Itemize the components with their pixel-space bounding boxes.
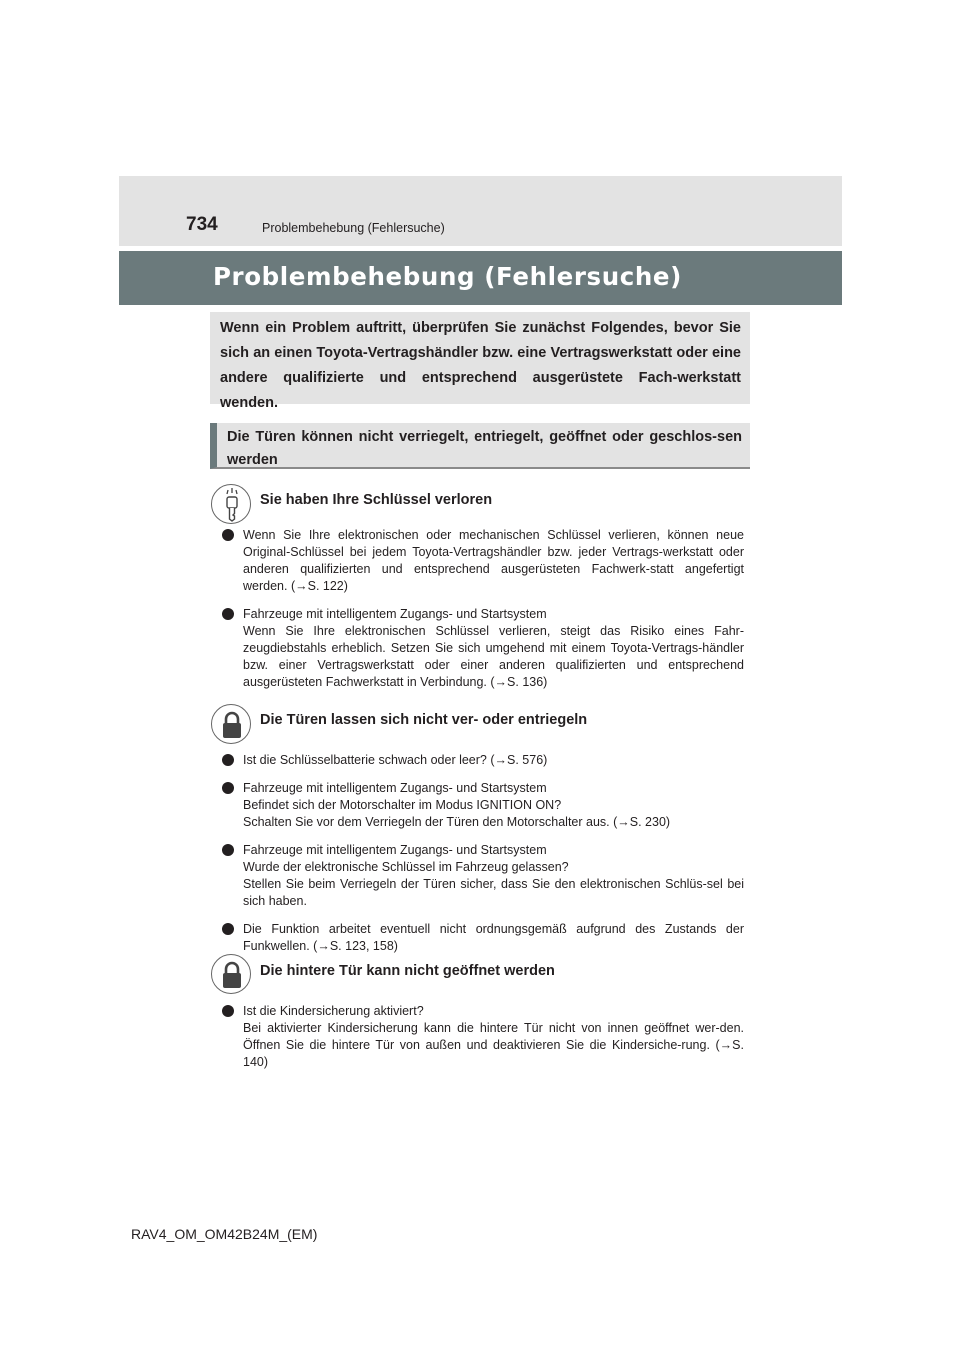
- bullet-dot: [222, 1005, 234, 1017]
- bullet-list-rear-door: [222, 1003, 744, 1071]
- lock-icon: [211, 954, 251, 994]
- subsection-heading-doors-lock: Die Türen lassen sich nicht ver- oder entriegeln: [260, 712, 588, 728]
- intro-box: [210, 312, 750, 411]
- bullet-dot: [222, 529, 234, 541]
- page-number: 734: [186, 214, 218, 235]
- bullet-list-doors-lock: [222, 752, 744, 955]
- bullet-dot: [222, 754, 234, 766]
- key-icon: [211, 484, 251, 524]
- bullet-dot: [222, 844, 234, 856]
- list-item: Fahrzeuge mit intelligentem Zugangs- und Startsystem Wurde der elektronische Schlüssel im Fahrzeug gelassen? Stellen Sie beim Verriegeln der Türen sicher, dass Sie den elektronischen Schlüs-sel bei sich haben.: [222, 842, 744, 910]
- subsection-heading-rear-door: Die hintere Tür kann nicht geöffnet werden: [260, 963, 555, 979]
- list-item: Wenn Sie Ihre elektronischen oder mechanischen Schlüssel verlieren, können neue Original-Schlüssel bei jedem Toyota-Vertragshändler bzw. jeder Vertrags-werkstatt oder anderen qualifizierten und entsprechend ausgerüsteten Fachwerk-statt angefertigt werden. (→S. 122): [222, 527, 744, 595]
- bullet-dot: [222, 608, 234, 620]
- lock-icon: [211, 704, 251, 744]
- section-heading: Die Türen können nicht verriegelt, entriegelt, geöffnet oder geschlos-sen werden: [227, 429, 742, 468]
- list-item: Ist die Schlüsselbatterie schwach oder leer? (→S. 576): [222, 752, 744, 769]
- intro-text: Wenn ein Problem auftritt, überprüfen Sie zunächst Folgendes, bevor Sie sich an einen Toyota-Vertragshändler bzw. eine Vertragswerkstatt oder eine andere qualifizierte und entsprechend ausgerüstete Fach-werkstatt wenden.: [220, 320, 741, 411]
- section-header: [210, 423, 750, 469]
- footer-code: RAV4_OM_OM42B24M_(EM): [131, 1226, 318, 1242]
- bullet-dot: [222, 782, 234, 794]
- list-item: Fahrzeuge mit intelligentem Zugangs- und Startsystem Wenn Sie Ihre elektronischen Schlüssel verlieren, steigt das Risiko eines Fahr-zeugdiebstahls erheblich. Setzen Sie sich umgehend mit einem Toyota-Vertrags-händler bzw. einer Vertragswerkstatt oder einer anderen qualifizierten und entsprechend ausgerüsteten Fachwerkstatt in Verbindung. (→S. 136): [222, 606, 744, 691]
- list-item: Die Funktion arbeitet eventuell nicht ordnungsgemäß aufgrund des Zustands der Funkwellen. (→S. 123, 158): [222, 921, 744, 955]
- bullet-list-keys-lost: [222, 527, 744, 691]
- bullet-dot: [222, 923, 234, 935]
- running-header: Problembehebung (Fehlersuche): [262, 221, 445, 235]
- list-item: Ist die Kindersicherung aktiviert? Bei aktivierter Kindersicherung kann die hintere Tür nicht von innen geöffnet wer-den. Öffnen Sie die hintere Tür von außen und deaktivieren Sie die Kindersiche-rung. (→S. 140): [222, 1003, 744, 1071]
- list-item: Fahrzeuge mit intelligentem Zugangs- und Startsystem Befindet sich der Motorschalter im Modus IGNITION ON? Schalten Sie vor dem Verriegeln der Türen den Motorschalter aus. (→S. 230): [222, 780, 744, 831]
- header-band: [119, 176, 842, 246]
- subsection-heading-keys-lost: Sie haben Ihre Schlüssel verloren: [260, 492, 493, 508]
- page-title: Problembehebung (Fehlersuche): [213, 262, 682, 291]
